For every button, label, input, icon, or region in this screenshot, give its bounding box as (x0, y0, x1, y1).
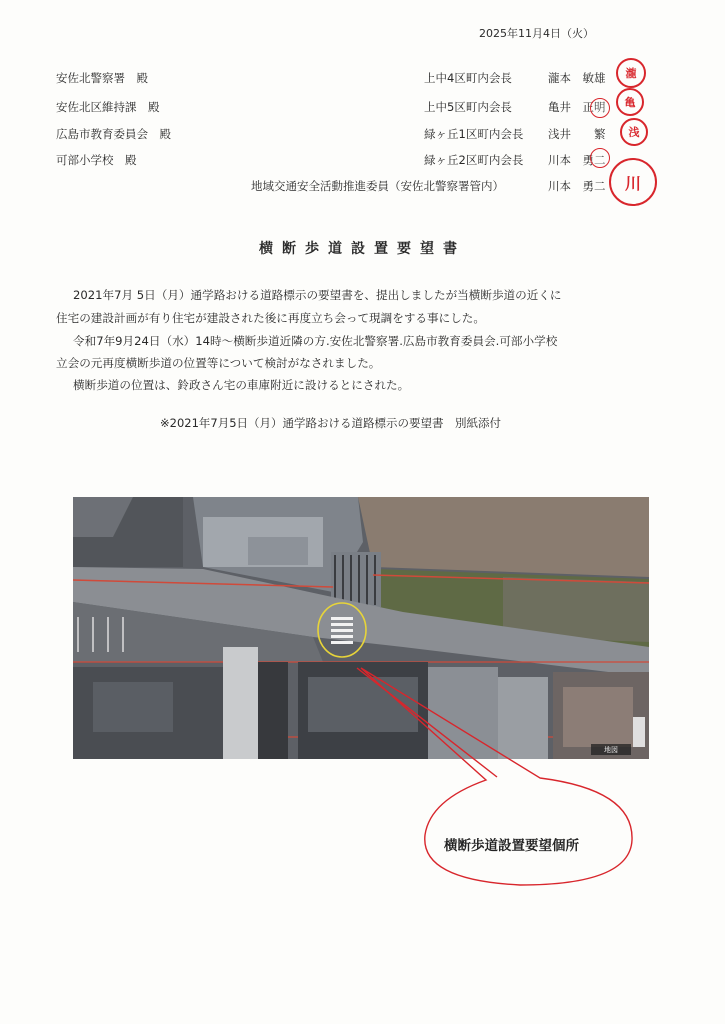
zoom-control[interactable] (633, 717, 645, 747)
signatory-role: 上中4区町内会長 (424, 71, 512, 85)
body-line: 立会の元再度横断歩道の位置等について検討がなされました。 (56, 356, 381, 370)
signatory-name: 亀井 正明 (548, 100, 606, 114)
seal-stamp: 瀧 (616, 58, 646, 88)
body-line: 住宅の建設計画が有り住宅が建設された後に再度立ち会って現調をする事にした。 (56, 311, 485, 325)
signatory-role: 上中5区町内会長 (424, 100, 512, 114)
body-line: 横断歩道の位置は、鈴政さん宅の車庫附近に設けるとにされた。 (73, 378, 410, 392)
signatory-role: 緑ヶ丘2区町内会長 (424, 153, 524, 167)
map-badge-label: 地図 (604, 746, 618, 754)
committee-role: 地域交通安全活動推進委員（安佐北警察署管内） (251, 179, 504, 193)
addressee-school: 可部小学校 殿 (56, 153, 137, 167)
signatory-name: 浅井 繁 (548, 127, 606, 141)
signatory-2 (424, 102, 606, 114)
signatory-name: 川本 勇二 (548, 153, 606, 167)
addressee-education-board: 広島市教育委員会 殿 (56, 127, 171, 141)
signatory-1 (424, 73, 606, 85)
signatory-4 (424, 155, 606, 167)
seal-stamp-large: 川 (609, 158, 657, 206)
seal-stamp: 亀 (616, 88, 644, 116)
committee-signatory (251, 181, 606, 193)
seal-stamp-small (590, 148, 610, 168)
addressee-maintenance: 安佐北区維持課 殿 (56, 100, 160, 114)
body-line: 令和7年9月24日（水）14時～横断歩道近隣の方.安佐北警察署.広島市教育委員会.可部小学校 (73, 334, 558, 348)
seal-stamp-small (590, 98, 610, 118)
aerial-photo (73, 497, 649, 759)
signatory-role: 緑ヶ丘1区町内会長 (424, 127, 524, 141)
signatory-3 (424, 129, 606, 141)
callout-label: 横断歩道設置要望個所 (444, 838, 579, 853)
signatory-name: 瀧本 敏雄 (548, 71, 606, 85)
addressee-police: 安佐北警察署 殿 (56, 71, 148, 85)
document-title: 横断歩道設置要望書 (259, 241, 466, 257)
committee-name: 川本 勇二 (548, 179, 606, 193)
body-line: 2021年7月 5日（月）通学路おける道路標示の要望書を、提出しましたが当横断歩道の近くに (73, 288, 562, 302)
attachment-note: ※2021年7月5日（月）通学路おける道路標示の要望書 別紙添付 (160, 416, 502, 430)
seal-stamp: 浅 (620, 118, 648, 146)
document-date: 2025年11月4日（火） (479, 27, 594, 40)
